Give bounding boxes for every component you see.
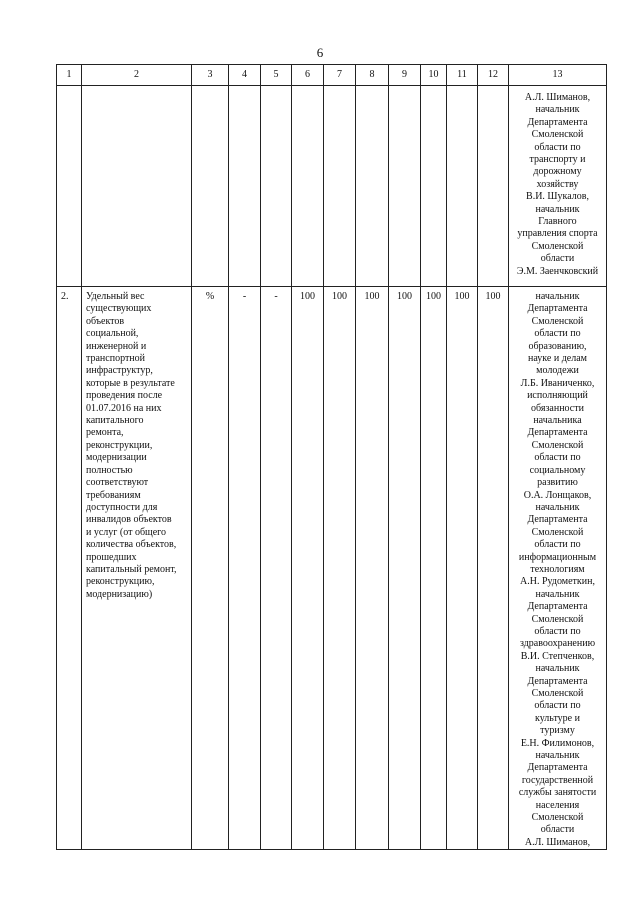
description-line: инфраструктур, <box>86 365 153 377</box>
responsible-line: развитию <box>537 477 578 489</box>
responsible-line: А.Л. Шиманов, <box>524 92 591 103</box>
table-row <box>57 86 607 287</box>
responsible-line: туризму <box>540 725 575 737</box>
responsible-line: начальник <box>535 663 580 675</box>
responsible-line: обязанности <box>531 402 584 414</box>
empty-cell <box>389 86 421 287</box>
responsible-line: социальному <box>529 464 586 476</box>
description-line: объектов <box>86 315 125 327</box>
empty-cell <box>292 86 324 287</box>
description-line: и услуг (от общего <box>86 526 167 538</box>
responsible-line: области <box>540 824 575 836</box>
empty-cell <box>82 86 192 287</box>
indicator-description <box>82 287 192 850</box>
responsible-line: области по <box>534 625 581 637</box>
responsible-line: государственной <box>521 774 594 786</box>
responsible-line: начальник <box>535 203 580 215</box>
responsible-cell <box>509 287 607 850</box>
value-cell: 100 <box>389 287 421 850</box>
responsible-line: технологиям <box>530 563 585 575</box>
description-line: полностью <box>86 464 133 476</box>
description-line: модернизацию) <box>86 588 153 600</box>
empty-cell <box>192 86 229 287</box>
row-number: 2. <box>57 287 82 850</box>
responsible-line: Смоленской <box>531 812 584 824</box>
value-cell: 100 <box>478 287 509 850</box>
unit-cell: % <box>192 287 229 850</box>
column-header: 11 <box>447 65 478 86</box>
description-line: прошедших <box>86 551 137 563</box>
responsible-line: Смоленской <box>531 439 584 451</box>
responsible-line: области по <box>534 328 581 340</box>
responsible-line: Л.Б. Иваниченко, <box>520 377 595 389</box>
column-header: 8 <box>356 65 389 86</box>
column-header: 4 <box>229 65 261 86</box>
description-line: транспортной <box>86 353 146 365</box>
responsible-line: начальник <box>535 588 580 600</box>
responsible-line: начальника <box>533 415 582 427</box>
responsible-line: Департамента <box>527 601 588 613</box>
responsible-line: Смоленской <box>531 526 584 538</box>
empty-cell <box>478 86 509 287</box>
responsible-line: Департамента <box>527 427 588 439</box>
responsible-line: А.Л. Шиманов, <box>524 836 591 848</box>
column-header: 1 <box>57 65 82 86</box>
responsible-line: Департамента <box>527 762 588 774</box>
responsible-line: начальник <box>535 104 580 116</box>
responsible-line: Департамента <box>527 303 588 315</box>
responsible-line: службы занятости <box>518 787 597 799</box>
value-cell: 100 <box>324 287 356 850</box>
description-line: проведения после <box>86 390 163 402</box>
description-line: модернизации <box>86 452 147 464</box>
responsible-line: области по <box>534 700 581 712</box>
value-cell: - <box>261 287 292 850</box>
responsible-line: Смоленской <box>531 315 584 327</box>
responsible-line: Э.М. Заенчковский <box>516 265 599 277</box>
table-row <box>57 287 607 850</box>
responsible-line: дорожному <box>533 166 582 178</box>
column-header: 6 <box>292 65 324 86</box>
empty-cell <box>356 86 389 287</box>
column-header: 12 <box>478 65 509 86</box>
value-cell: 100 <box>421 287 447 850</box>
responsible-line: Смоленской <box>531 129 584 141</box>
responsible-line: Смоленской <box>531 240 584 252</box>
description-line: Удельный вес <box>86 291 145 302</box>
description-line: реконструкцию, <box>86 576 155 588</box>
responsible-line: хозяйству <box>536 178 579 190</box>
responsible-line: информационным <box>518 551 597 563</box>
responsible-line: Е.Н. Филимонов, <box>520 737 595 749</box>
description-line: инженерной и <box>86 340 147 352</box>
responsible-line: А.Н. Рудометкин, <box>520 576 595 588</box>
description-line: капитального <box>86 415 144 427</box>
responsible-line: культуре и <box>535 712 580 724</box>
responsible-line: управления спорта <box>517 228 598 240</box>
responsible-line: области по <box>534 539 581 551</box>
responsible-line: науке и делам <box>528 353 587 365</box>
responsible-line: транспорту и <box>529 154 586 166</box>
responsible-line: области по <box>534 141 581 153</box>
responsible-line: начальник <box>535 501 580 513</box>
column-header: 10 <box>421 65 447 86</box>
description-line: 01.07.2016 на них <box>86 402 162 414</box>
column-header: 9 <box>389 65 421 86</box>
empty-cell <box>421 86 447 287</box>
responsible-line: начальник <box>535 750 580 762</box>
description-line: которые в результате <box>86 377 175 389</box>
description-line: социальной, <box>86 328 139 340</box>
description-line: количества объектов, <box>86 539 177 551</box>
description-line: инвалидов объектов <box>86 514 172 526</box>
responsible-line: Смоленской <box>531 613 584 625</box>
description-line: ремонта, <box>86 427 124 439</box>
responsible-line: Департамента <box>527 675 588 687</box>
empty-cell <box>261 86 292 287</box>
description-line: требованиям <box>86 489 141 501</box>
empty-cell <box>447 86 478 287</box>
value-cell: - <box>229 287 261 850</box>
responsible-line: Главного <box>538 216 577 228</box>
value-cell: 100 <box>292 287 324 850</box>
value-cell: 100 <box>356 287 389 850</box>
responsible-line: О.А. Лонщаков, <box>523 489 592 501</box>
indicators-table <box>56 64 607 850</box>
responsible-line: области <box>540 253 575 265</box>
column-number-row <box>57 65 607 86</box>
responsible-line: области по <box>534 452 581 464</box>
responsible-line: Смоленской <box>531 688 584 699</box>
empty-cell <box>324 86 356 287</box>
column-header: 5 <box>261 65 292 86</box>
page-number: 6 <box>316 45 324 60</box>
column-header: 2 <box>82 65 192 86</box>
empty-cell <box>57 86 82 287</box>
responsible-line: образованию, <box>528 340 587 352</box>
responsible-line: населения <box>535 799 580 811</box>
description-line: существующих <box>86 303 152 315</box>
responsible-line: молодежи <box>536 365 579 377</box>
column-header: 3 <box>192 65 229 86</box>
responsible-line: здравоохранению <box>519 638 596 650</box>
responsible-cell <box>509 86 607 287</box>
responsible-line: Департамента <box>527 116 588 128</box>
responsible-line: исполняющий <box>527 390 588 402</box>
responsible-line: Департамента <box>527 514 588 526</box>
value-cell: 100 <box>447 287 478 850</box>
description-line: доступности для <box>86 501 158 513</box>
responsible-line: начальник <box>535 291 580 302</box>
column-header: 13 <box>509 65 607 86</box>
description-line: капитальный ремонт, <box>86 563 177 575</box>
column-header: 7 <box>324 65 356 86</box>
responsible-line: В.И. Шукалов, <box>526 191 589 203</box>
responsible-line: В.И. Степченков, <box>520 650 595 662</box>
description-line: реконструкции, <box>86 439 153 451</box>
description-line: соответствуют <box>86 477 149 489</box>
empty-cell <box>229 86 261 287</box>
